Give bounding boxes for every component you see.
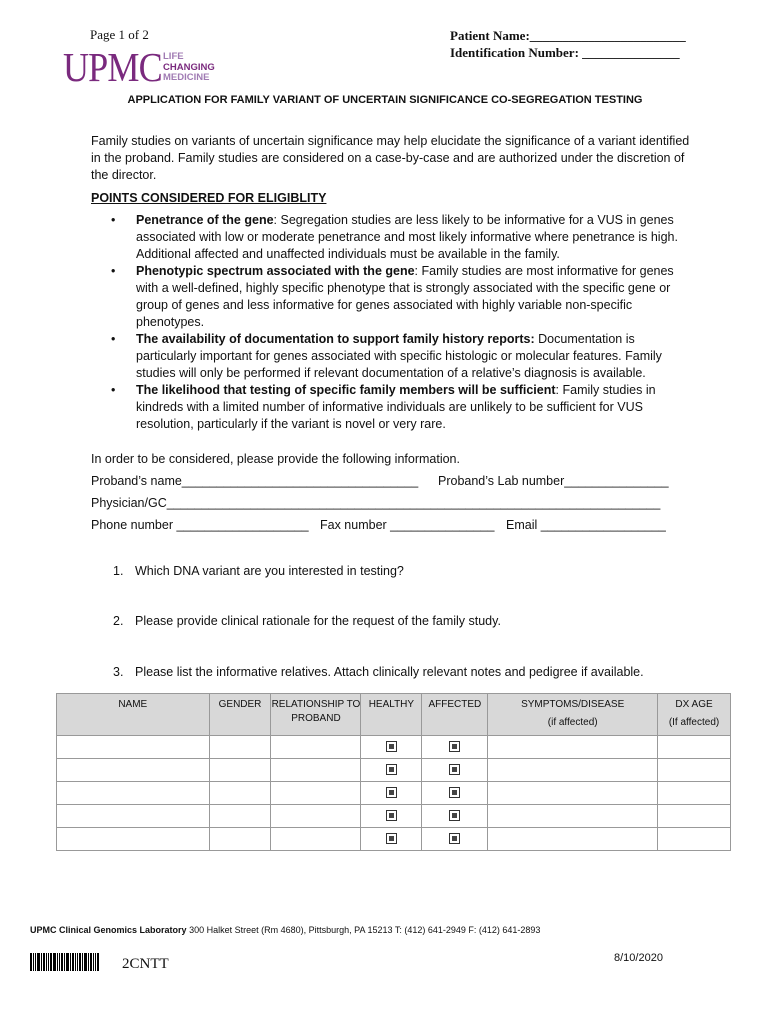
question-number: 1. xyxy=(113,564,124,578)
dx-age-cell[interactable] xyxy=(658,759,731,782)
col-gender: GENDER xyxy=(209,694,271,736)
logo-wordmark: UPMC xyxy=(63,44,162,90)
dx-age-cell[interactable] xyxy=(658,782,731,805)
gender-cell[interactable] xyxy=(209,805,271,828)
email-field[interactable]: Email __________________ xyxy=(506,518,666,532)
affected-checkbox[interactable] xyxy=(449,764,460,775)
dx-age-cell[interactable] xyxy=(658,805,731,828)
gender-cell[interactable] xyxy=(209,736,271,759)
affected-cell xyxy=(422,805,488,828)
relatives-table xyxy=(56,693,731,851)
question-text: Please provide clinical rationale for the request of the family study. xyxy=(135,614,501,628)
logo-tag-line: LIFE xyxy=(163,51,184,62)
question-number: 2. xyxy=(113,614,124,628)
healthy-checkbox[interactable] xyxy=(386,787,397,798)
relationship-cell[interactable] xyxy=(271,736,361,759)
gender-cell[interactable] xyxy=(209,828,271,851)
relationship-cell[interactable] xyxy=(271,759,361,782)
point-title: Penetrance of the gene xyxy=(136,213,274,227)
name-cell[interactable] xyxy=(57,759,210,782)
question-1 xyxy=(113,564,404,578)
question-2 xyxy=(113,614,501,628)
table-header-row xyxy=(57,694,731,736)
point-text: : Family studies in kindreds with a limited number of informative individuals are unlikely to be sufficient for VUS resolution, particularly if the variant is novel or very rare. xyxy=(136,383,656,431)
table-row xyxy=(57,828,731,851)
page-number: Page 1 of 2 xyxy=(90,27,149,42)
phone-field[interactable]: Phone number ___________________ xyxy=(91,518,309,532)
healthy-cell xyxy=(361,782,422,805)
healthy-cell xyxy=(361,805,422,828)
symptoms-cell[interactable] xyxy=(488,782,658,805)
list-item xyxy=(136,212,691,263)
proband-lab-number-field[interactable]: Proband’s Lab number_______________ xyxy=(438,474,669,488)
col-relationship: RELATIONSHIP TO PROBAND xyxy=(271,694,361,736)
col-name: NAME xyxy=(57,694,210,736)
dx-age-cell[interactable] xyxy=(658,828,731,851)
healthy-checkbox[interactable] xyxy=(386,833,397,844)
name-cell[interactable] xyxy=(57,736,210,759)
relationship-cell[interactable] xyxy=(271,782,361,805)
question-number: 3. xyxy=(113,665,124,679)
table-row xyxy=(57,736,731,759)
point-title: The availability of documentation to support family history reports: xyxy=(136,332,535,346)
name-cell[interactable] xyxy=(57,805,210,828)
point-text: Documentation is particularly important for genes associated with specific histologic or molecular features. Family studies will only be performed if relevant documentation of a relative’s diagnosis is available. xyxy=(136,332,662,380)
symptoms-cell[interactable] xyxy=(488,759,658,782)
form-date: 8/10/2020 xyxy=(614,952,663,964)
patient-name-field[interactable]: Patient Name:________________________ xyxy=(450,28,686,43)
lab-address: 300 Halket Street (Rm 4680), Pittsburgh, PA 15213 T: (412) 641-2949 F: (412) 641-2893 xyxy=(189,925,541,935)
logo-tag-line: MEDICINE xyxy=(163,72,210,83)
logo-tag-line: CHANGING xyxy=(163,61,215,73)
eligibility-points xyxy=(91,212,691,433)
affected-cell xyxy=(422,782,488,805)
dx-age-cell[interactable] xyxy=(658,736,731,759)
question-text: Which DNA variant are you interested in testing? xyxy=(135,564,404,578)
affected-checkbox[interactable] xyxy=(449,787,460,798)
affected-checkbox[interactable] xyxy=(449,810,460,821)
proband-name-field[interactable]: Proband’s name__________________________________ xyxy=(91,474,419,488)
healthy-checkbox[interactable] xyxy=(386,764,397,775)
list-item xyxy=(136,331,691,382)
affected-cell xyxy=(422,759,488,782)
barcode xyxy=(30,953,110,971)
symptoms-cell[interactable] xyxy=(488,828,658,851)
relationship-cell[interactable] xyxy=(271,828,361,851)
symptoms-cell[interactable] xyxy=(488,805,658,828)
identification-number-field[interactable]: Identification Number: _______________ xyxy=(450,45,680,60)
affected-cell xyxy=(422,736,488,759)
name-cell[interactable] xyxy=(57,828,210,851)
col-symptoms-sub: (if affected) xyxy=(547,717,598,728)
healthy-checkbox[interactable] xyxy=(386,741,397,752)
question-3 xyxy=(113,665,644,679)
list-item xyxy=(136,263,691,331)
relationship-cell[interactable] xyxy=(271,805,361,828)
col-symptoms-label: SYMPTOMS/DISEASE xyxy=(521,699,625,710)
col-dx-age xyxy=(658,694,731,736)
col-dx-age-sub: (If affected) xyxy=(668,717,720,728)
name-cell[interactable] xyxy=(57,782,210,805)
point-text: : Segregation studies are less likely to be informative for a VUS in genes associated with low or moderate penetrance and most likely informative where penetrance is high. Additional affected and unaffected individuals must be available in the family. xyxy=(136,213,678,261)
list-item xyxy=(136,382,691,433)
fax-field[interactable]: Fax number _______________ xyxy=(320,518,495,532)
gender-cell[interactable] xyxy=(209,782,271,805)
consider-text: In order to be considered, please provide the following information. xyxy=(91,452,460,466)
table-row xyxy=(57,759,731,782)
healthy-cell xyxy=(361,736,422,759)
table-row xyxy=(57,805,731,828)
point-title: The likelihood that testing of specific family members will be sufficient xyxy=(136,383,556,397)
lab-name: UPMC Clinical Genomics Laboratory xyxy=(30,925,187,935)
healthy-cell xyxy=(361,759,422,782)
gender-cell[interactable] xyxy=(209,759,271,782)
col-dx-age-label: DX AGE xyxy=(675,699,713,710)
affected-checkbox[interactable] xyxy=(449,833,460,844)
col-symptoms xyxy=(488,694,658,736)
symptoms-cell[interactable] xyxy=(488,736,658,759)
logo-tagline xyxy=(163,52,215,84)
col-healthy: HEALTHY xyxy=(361,694,422,736)
healthy-cell xyxy=(361,828,422,851)
points-heading: POINTS CONSIDERED FOR ELIGIBLITY xyxy=(91,191,327,205)
healthy-checkbox[interactable] xyxy=(386,810,397,821)
footer-address xyxy=(30,925,540,935)
point-title: Phenotypic spectrum associated with the gene xyxy=(136,264,415,278)
intro-paragraph: Family studies on variants of uncertain significance may help elucidate the significance of a variant identified in the proband. Family studies are considered on a case-by-case and are authorized under the discretion of the director. xyxy=(91,134,690,182)
question-text: Please list the informative relatives. Attach clinically relevant notes and pedigree if available. xyxy=(135,665,644,679)
col-affected: AFFECTED xyxy=(422,694,488,736)
point-text: : Family studies are most informative for genes with a well-defined, highly specific phenotype that is strongly associated with the specific gene or group of genes and less informative for genes associated with highly variable non-specific phenotypes. xyxy=(136,264,674,329)
patient-info xyxy=(450,27,686,61)
affected-cell xyxy=(422,828,488,851)
form-title: APPLICATION FOR FAMILY VARIANT OF UNCERTAIN SIGNIFICANCE CO-SEGREGATION TESTING xyxy=(127,94,643,106)
affected-checkbox[interactable] xyxy=(449,741,460,752)
physician-field[interactable]: Physician/GC_______________________________________________________________________ xyxy=(91,496,661,510)
form-code: 2CNTT xyxy=(122,956,169,972)
table-row xyxy=(57,782,731,805)
